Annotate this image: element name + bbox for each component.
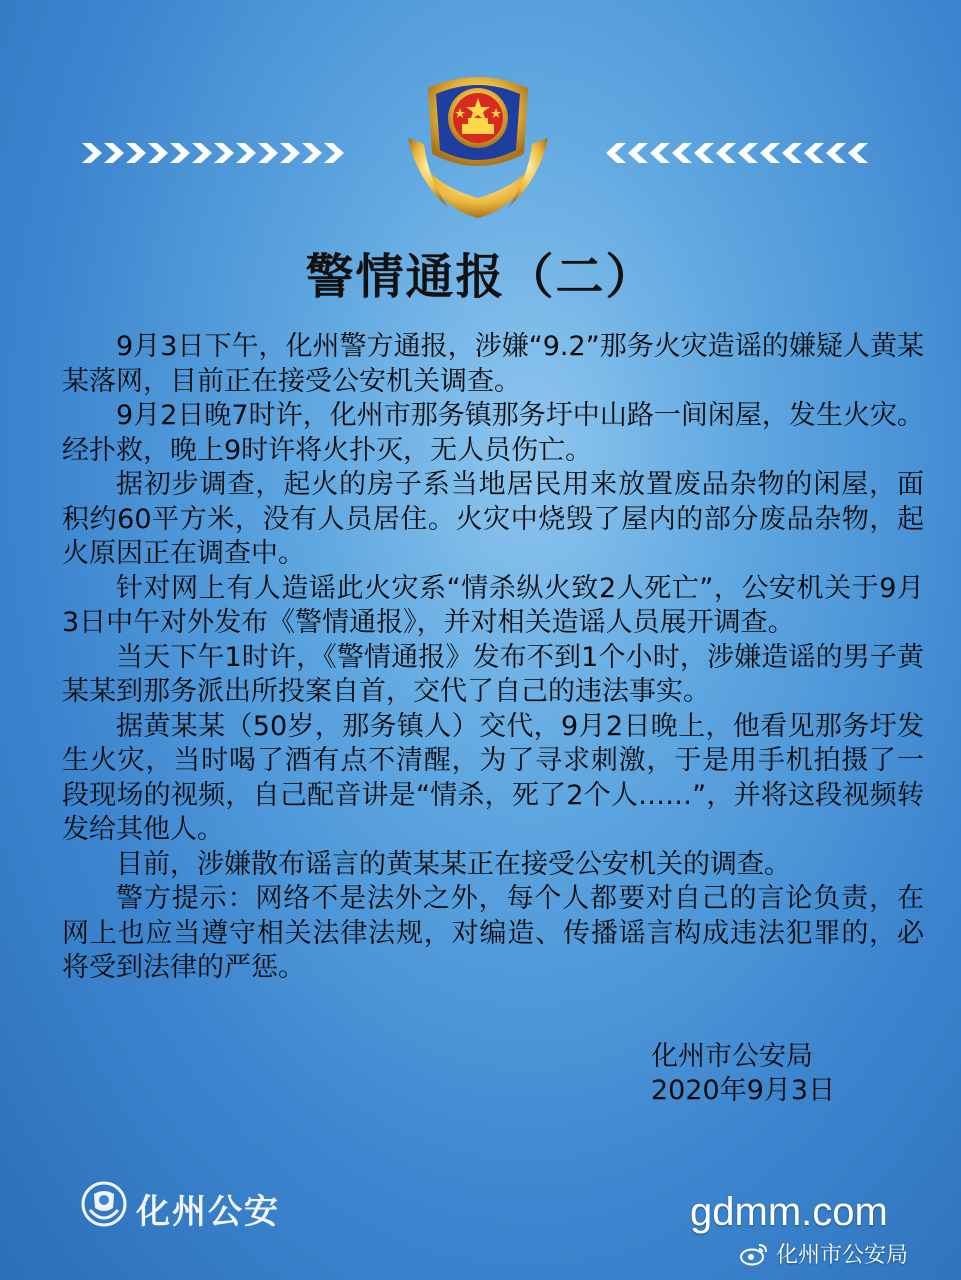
announcement-body: [62, 330, 924, 986]
paragraph: 针对网上有人造谣此火灾系“情杀纵火致2人死亡”，公安机关于9月3日中午对外发布《警情通报》，并对相关造谣人员展开调查。: [62, 572, 924, 638]
police-badge-icon: [80, 1180, 128, 1228]
police-emblem-icon: [398, 58, 558, 223]
page-title: 警情通报（二）: [305, 249, 656, 305]
paragraph: 据黄某某（50岁，那务镇人）交代，9月2日晚上，他看见那务圩发生火灾，当时喝了酒有点不清醒，为了寻求刺激，于是用手机拍摄了一段现场的视频，自己配音讲是“情杀，死了2个人……”，并将这段视频转发给其他人。: [62, 710, 924, 845]
left-chevron-strip: [82, 140, 354, 166]
paragraph: 据初步调查，起火的房子系当地居民用来放置废品杂物的闲屋，面积约60平方米，没有人员居住。火灾中烧毁了屋内的部分废品杂物，起火原因正在调查中。: [62, 469, 924, 569]
chevron-right-icon: [82, 140, 354, 166]
paragraph: 9月3日下午，化州警方通报，涉嫌“9.2”那务火灾造谣的嫌疑人黄某某落网，目前正在接受公安机关调查。: [62, 331, 924, 397]
issue-date: 2020年9月3日: [651, 1075, 836, 1106]
site-watermark: gdmm.com: [690, 1190, 888, 1234]
footer-brand: 化州公安: [136, 1192, 280, 1232]
signature-block: [651, 1040, 835, 1108]
paragraph: 警方提示：网络不是法外之外，每个人都要对自己的言论负责，在网上也应当遵守相关法律法规，对编造、传播谣言构成违法犯罪的，必将受到法律的严惩。: [62, 883, 924, 983]
weibo-icon: [740, 1242, 768, 1266]
paragraph: 目前，涉嫌散布谣言的黄某某正在接受公安机关的调查。: [116, 848, 791, 880]
weibo-account-name: 化州市公安局: [776, 1243, 909, 1268]
issuer-name: 化州市公安局: [651, 1041, 813, 1072]
paragraph: 当天下午1时许，《警情通报》发布不到1个小时，涉嫌造谣的男子黄某某到那务派出所投案自首，交代了自己的违法事实。: [62, 641, 924, 707]
weibo-attribution: [740, 1238, 908, 1269]
chevron-left-icon: [606, 140, 882, 166]
paragraph: 9月2日晚7时许，化州市那务镇那务圩中山路一间闲屋，发生火灾。经扑救，晚上9时许将火扑灭，无人员伤亡。: [62, 400, 924, 466]
right-chevron-strip: [606, 140, 882, 166]
